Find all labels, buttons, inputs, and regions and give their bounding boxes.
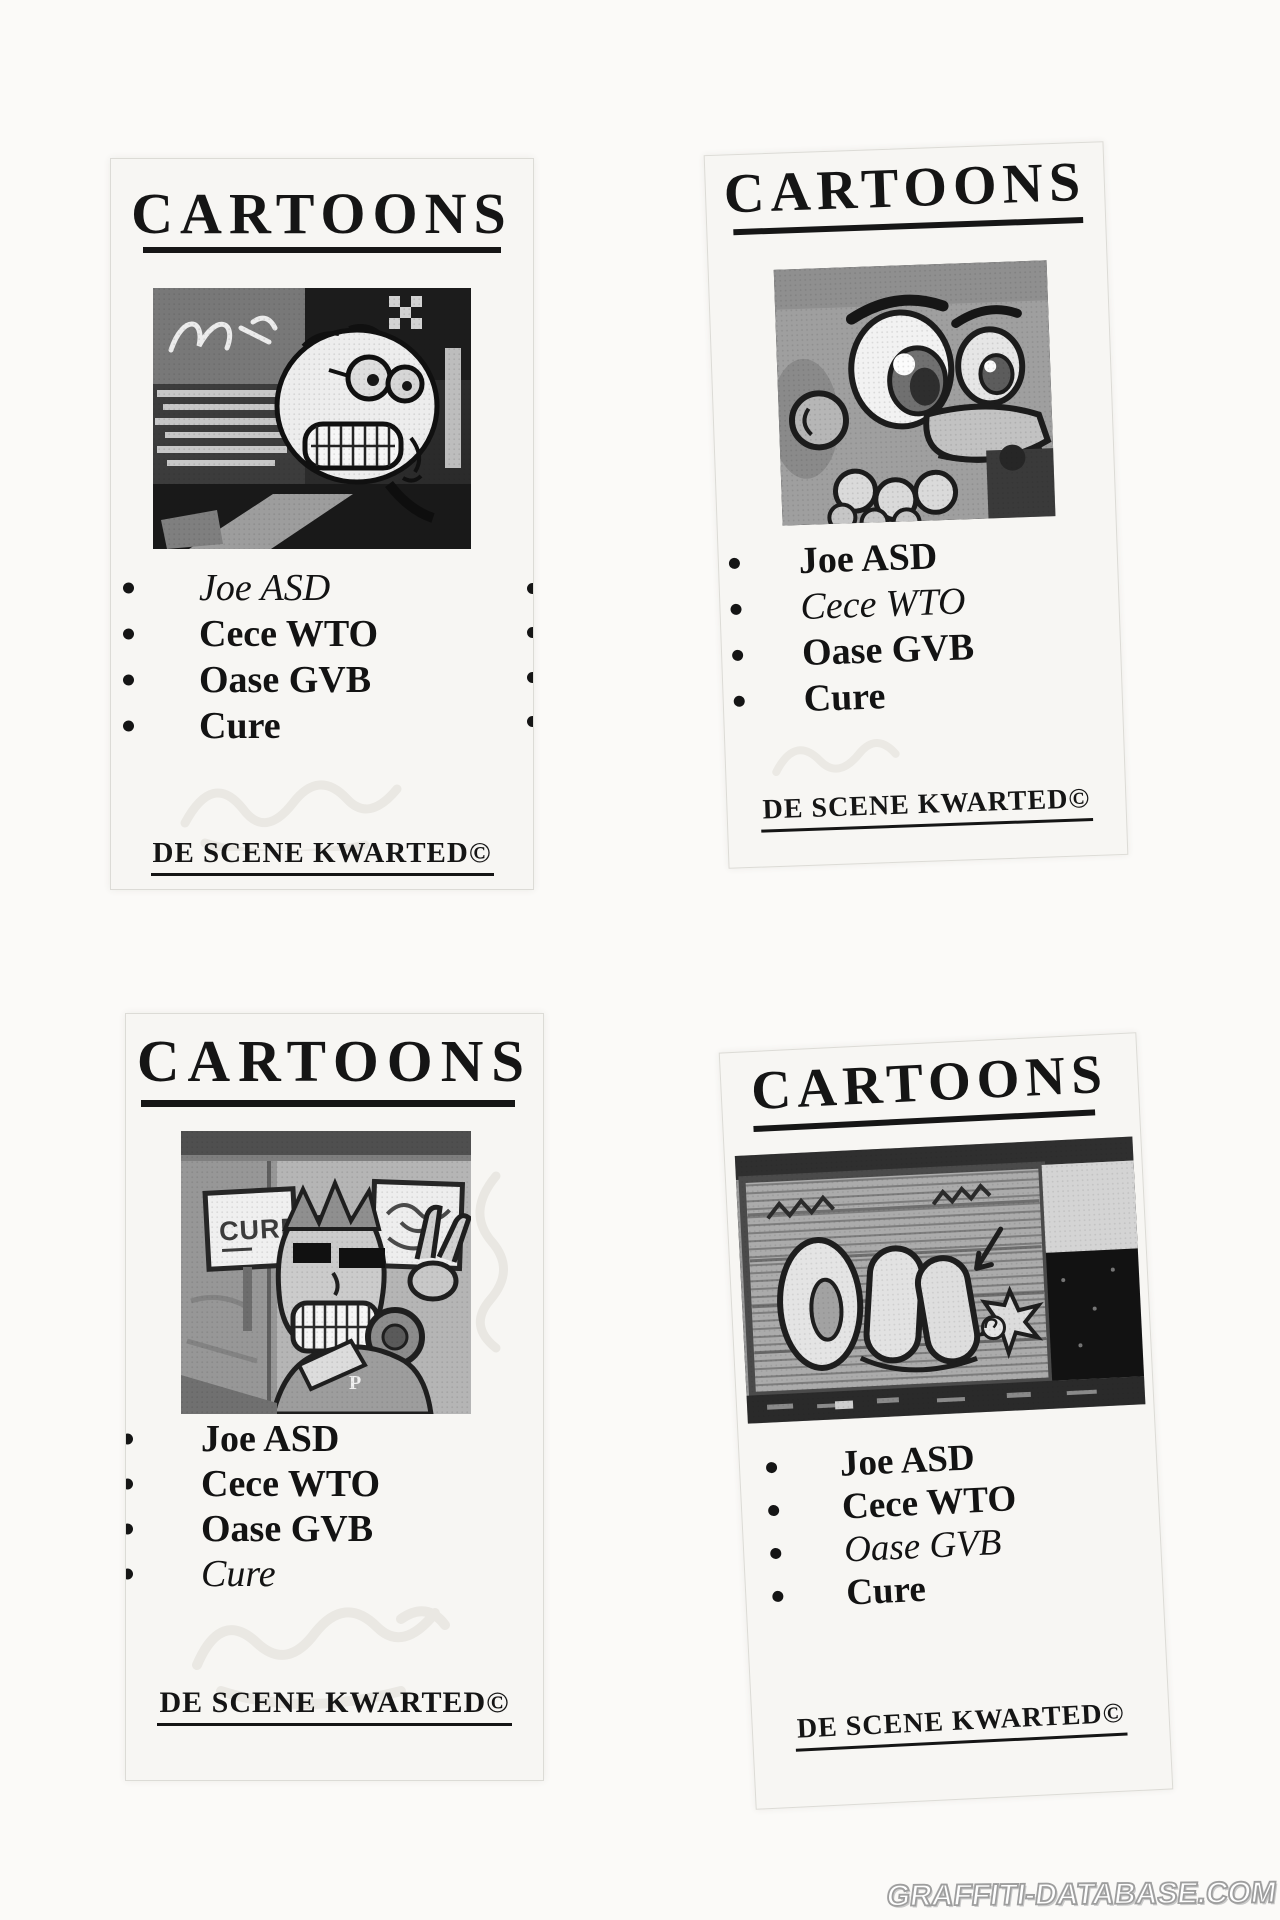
- list-item: [111, 611, 533, 657]
- artist-name: Joe ASD: [199, 567, 331, 609]
- list-item: [126, 1416, 543, 1461]
- card-footer: DE SCENE KWARTED©: [126, 1686, 543, 1726]
- graffiti-photo: [153, 288, 471, 549]
- artist-name: Cure: [802, 675, 887, 721]
- list-item: [111, 657, 533, 703]
- artist-name: Joe ASD: [838, 1436, 976, 1485]
- bullet-icon: [123, 721, 134, 732]
- bullet-icon: [125, 1433, 133, 1444]
- artist-name: Oase GVB: [201, 1507, 374, 1550]
- list-item: [111, 565, 533, 611]
- bullet-icon: [123, 675, 134, 686]
- cut-bullet-icon: [527, 716, 534, 727]
- card-title: CARTOONS: [131, 181, 513, 246]
- ink-bleed-ghost: [426, 1164, 536, 1359]
- bullet-icon: [123, 583, 134, 594]
- card-title: CARTOONS: [136, 1028, 533, 1094]
- bullet-icon: [772, 1590, 784, 1602]
- artist-name: Cece WTO: [199, 613, 379, 655]
- artist-name: Cece WTO: [201, 1462, 381, 1505]
- cut-bullet-icon: [527, 583, 534, 594]
- artist-name: Joe ASD: [798, 535, 938, 583]
- artist-name: Joe ASD: [201, 1417, 340, 1460]
- bullet-icon: [766, 1461, 778, 1473]
- flyer-card-top-left: [110, 158, 534, 890]
- list-item: [126, 1461, 543, 1506]
- cut-bullet-icon: [527, 627, 534, 638]
- list-item: [111, 703, 533, 749]
- artist-name: Oase GVB: [843, 1521, 1003, 1571]
- artist-name: Oase GVB: [801, 626, 975, 675]
- artist-name: Oase GVB: [199, 659, 372, 701]
- bullet-icon: [732, 650, 743, 661]
- bullet-icon: [123, 629, 134, 640]
- title-underline: [143, 247, 501, 253]
- graffiti-photo: [774, 260, 1056, 525]
- graffiti-photo: [735, 1137, 1146, 1424]
- card-footer: DE SCENE KWARTED©: [752, 1695, 1169, 1753]
- card-title: CARTOONS: [722, 150, 1088, 226]
- artist-name: Cece WTO: [799, 580, 967, 629]
- ink-bleed-ghost: [764, 718, 907, 798]
- card-title: CARTOONS: [749, 1042, 1110, 1122]
- card-footer: DE SCENE KWARTED©: [111, 837, 533, 876]
- bullet-icon: [125, 1523, 133, 1534]
- artist-list: [718, 527, 1122, 725]
- artist-name: Cece WTO: [841, 1477, 1018, 1528]
- bullet-icon: [768, 1504, 780, 1516]
- shutter-graffiti-image: [735, 1137, 1146, 1424]
- artist-list: [126, 1416, 543, 1596]
- flyer-card-bottom-left: [125, 1013, 544, 1781]
- cut-bullet-icon: [527, 672, 534, 683]
- title-underline: [141, 1100, 515, 1107]
- bullet-icon: [729, 558, 740, 569]
- flyer-card-top-right: [704, 141, 1129, 869]
- bullet-icon: [730, 604, 741, 615]
- artist-name: Cure: [199, 705, 281, 747]
- flyer-card-bottom-right: [719, 1032, 1174, 1810]
- artist-list: [739, 1427, 1163, 1619]
- graffiti-database-watermark: GRAFFITI-DATABASE.COM: [884, 1876, 1279, 1913]
- artist-list: [111, 565, 533, 749]
- card-footer: DE SCENE KWARTED©: [727, 782, 1126, 834]
- bullet-icon: [125, 1478, 133, 1489]
- bullet-icon: [770, 1547, 782, 1559]
- list-item: [126, 1506, 543, 1551]
- cartoon-head-graffiti-image: [153, 288, 471, 549]
- duck-face-graffiti-image: [774, 260, 1056, 525]
- artist-name: Cure: [845, 1568, 927, 1614]
- bullet-icon: [734, 696, 745, 707]
- bullet-icon: [125, 1568, 133, 1579]
- artist-name: Cure: [201, 1552, 276, 1595]
